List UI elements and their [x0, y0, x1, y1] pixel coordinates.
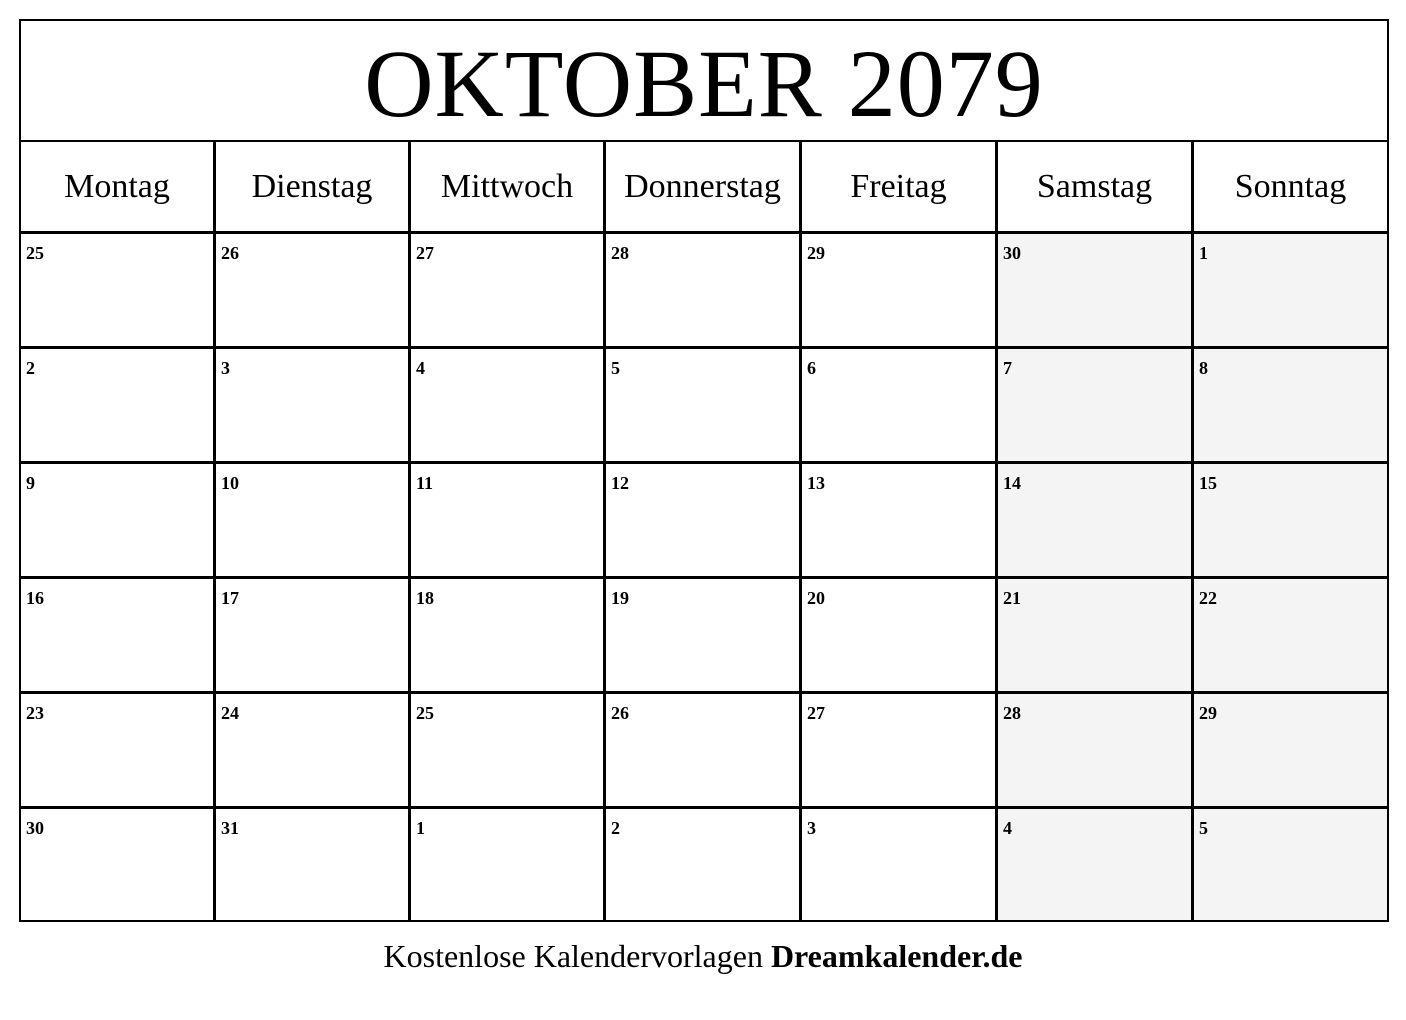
calendar	[19, 19, 1389, 922]
day-number: 8	[1199, 358, 1208, 378]
weekday-thursday: Donnerstag	[606, 142, 802, 231]
day-cell	[606, 349, 802, 461]
day-cell	[216, 349, 411, 461]
weekday-monday: Montag	[21, 142, 216, 231]
day-cell	[216, 809, 411, 920]
day-cell	[606, 809, 802, 920]
day-number: 1	[1199, 243, 1208, 263]
day-cell	[606, 579, 802, 691]
day-number: 27	[807, 703, 825, 723]
week-row	[21, 579, 1387, 694]
day-number: 24	[221, 703, 239, 723]
day-cell	[1194, 809, 1387, 920]
week-row	[21, 234, 1387, 349]
day-cell	[216, 234, 411, 346]
day-number: 5	[611, 358, 620, 378]
day-number: 15	[1199, 473, 1217, 493]
day-cell	[411, 809, 606, 920]
weekday-wednesday: Mittwoch	[411, 142, 606, 231]
page-title: OKTOBER 2079	[364, 29, 1044, 137]
weekday-header-row	[21, 142, 1387, 234]
day-number: 3	[221, 358, 230, 378]
day-number: 16	[26, 588, 44, 608]
day-cell	[411, 349, 606, 461]
day-cell	[21, 464, 216, 576]
week-row	[21, 809, 1387, 920]
day-number: 23	[26, 703, 44, 723]
day-number: 25	[26, 243, 44, 263]
day-number: 9	[26, 473, 35, 493]
day-cell	[411, 694, 606, 806]
day-number: 4	[1003, 818, 1012, 838]
day-cell	[606, 464, 802, 576]
weekday-tuesday: Dienstag	[216, 142, 411, 231]
day-number: 13	[807, 473, 825, 493]
day-number: 3	[807, 818, 816, 838]
day-cell	[802, 579, 998, 691]
day-cell	[802, 349, 998, 461]
day-cell	[21, 579, 216, 691]
day-number: 18	[416, 588, 434, 608]
day-cell	[216, 464, 411, 576]
day-cell	[998, 579, 1194, 691]
day-number: 28	[1003, 703, 1021, 723]
day-cell	[21, 694, 216, 806]
day-number: 25	[416, 703, 434, 723]
day-cell	[216, 579, 411, 691]
day-cell	[411, 234, 606, 346]
day-number: 22	[1199, 588, 1217, 608]
day-number: 14	[1003, 473, 1021, 493]
day-cell	[998, 809, 1194, 920]
week-row	[21, 464, 1387, 579]
day-number: 11	[416, 473, 434, 493]
day-cell	[1194, 349, 1387, 461]
day-cell	[802, 694, 998, 806]
day-cell	[411, 579, 606, 691]
day-cell	[998, 234, 1194, 346]
day-cell	[21, 234, 216, 346]
day-number: 10	[221, 473, 239, 493]
day-number: 30	[26, 818, 44, 838]
day-cell	[606, 234, 802, 346]
day-cell	[606, 694, 802, 806]
day-number: 19	[611, 588, 629, 608]
day-cell	[411, 464, 606, 576]
day-number: 27	[416, 243, 434, 263]
footer-text: Kostenlose Kalendervorlagen	[383, 938, 763, 974]
weekday-saturday: Samstag	[998, 142, 1194, 231]
day-cell	[998, 349, 1194, 461]
day-cell	[21, 349, 216, 461]
day-number: 12	[611, 473, 629, 493]
day-number: 2	[26, 358, 35, 378]
calendar-grid	[21, 234, 1387, 920]
day-number: 4	[416, 358, 425, 378]
day-number: 29	[807, 243, 825, 263]
day-cell	[998, 694, 1194, 806]
day-number: 31	[221, 818, 239, 838]
day-cell	[1194, 464, 1387, 576]
day-number: 21	[1003, 588, 1021, 608]
day-cell	[21, 809, 216, 920]
week-row	[21, 349, 1387, 464]
day-cell	[1194, 234, 1387, 346]
day-number: 5	[1199, 818, 1208, 838]
weekday-sunday: Sonntag	[1234, 167, 1347, 205]
day-cell	[802, 234, 998, 346]
day-number: 1	[416, 818, 425, 838]
day-cell	[1194, 694, 1387, 806]
week-row	[21, 694, 1387, 809]
day-number: 17	[221, 588, 239, 608]
calendar-header	[21, 21, 1387, 142]
day-cell	[802, 464, 998, 576]
footer-brand: Dreamkalender.de	[770, 938, 1023, 974]
day-number: 28	[611, 243, 629, 263]
day-cell	[998, 464, 1194, 576]
day-number: 6	[807, 358, 816, 378]
day-cell	[802, 809, 998, 920]
day-number: 7	[1003, 358, 1012, 378]
day-number: 26	[611, 703, 629, 723]
footer	[0, 938, 1406, 975]
day-number: 20	[807, 588, 825, 608]
day-number: 30	[1003, 243, 1021, 263]
day-number: 2	[611, 818, 620, 838]
day-number: 26	[221, 243, 239, 263]
day-cell	[216, 694, 411, 806]
weekday-friday: Freitag	[802, 142, 998, 231]
day-cell	[1194, 579, 1387, 691]
day-number: 29	[1199, 703, 1217, 723]
